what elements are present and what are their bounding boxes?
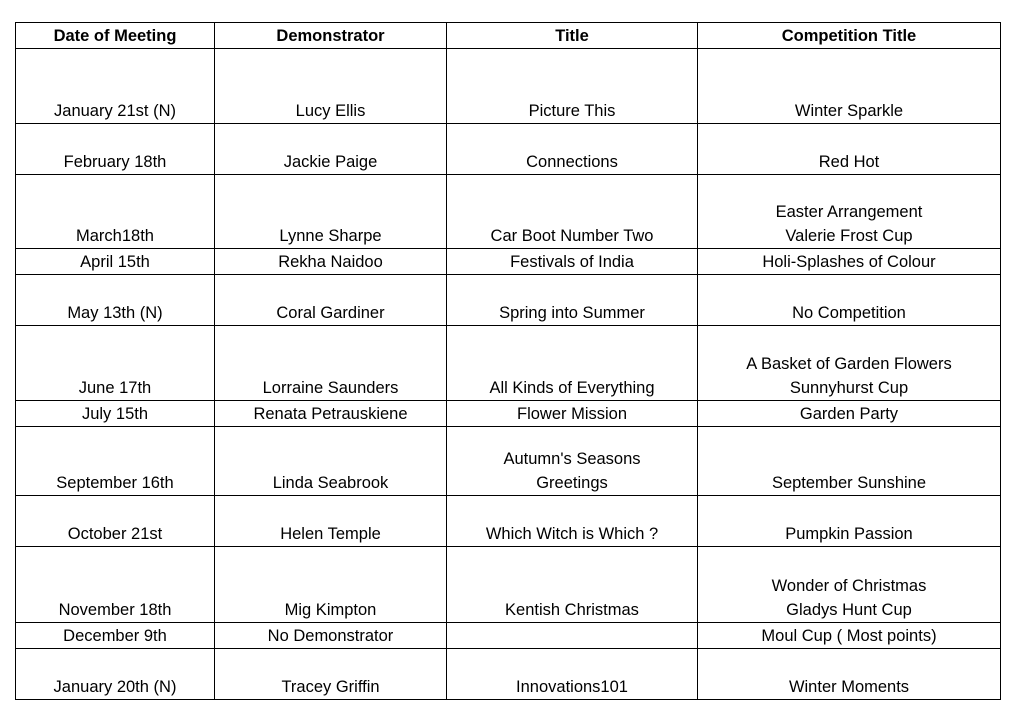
table-row	[16, 547, 1001, 623]
table-row	[16, 275, 1001, 326]
cell-demonstrator: Lynne Sharpe	[215, 175, 447, 249]
cell-demonstrator: Coral Gardiner	[215, 275, 447, 326]
cell-demonstrator: No Demonstrator	[215, 623, 447, 649]
competition-line-2: Gladys Hunt Cup	[786, 601, 912, 619]
header-demonstrator: Demonstrator	[215, 23, 447, 49]
header-competition-title: Competition Title	[698, 23, 1001, 49]
cell-competition	[698, 326, 1001, 401]
header-date: Date of Meeting	[16, 23, 215, 49]
cell-competition: Pumpkin Passion	[698, 496, 1001, 547]
cell-title	[447, 623, 698, 649]
cell-date: July 15th	[16, 401, 215, 427]
cell-title: Festivals of India	[447, 249, 698, 275]
table-row	[16, 427, 1001, 496]
cell-demonstrator: Renata Petrauskiene	[215, 401, 447, 427]
competition-line-1: Easter Arrangement	[775, 203, 923, 221]
cell-title: Innovations101	[447, 649, 698, 700]
cell-date: January 21st (N)	[16, 49, 215, 124]
competition-line-1: Wonder of Christmas	[771, 577, 927, 595]
table-row	[16, 496, 1001, 547]
meeting-schedule-table	[15, 22, 1001, 700]
cell-title: Car Boot Number Two	[447, 175, 698, 249]
cell-competition: Moul Cup ( Most points)	[698, 623, 1001, 649]
cell-competition	[698, 175, 1001, 249]
cell-date: October 21st	[16, 496, 215, 547]
cell-demonstrator: Tracey Griffin	[215, 649, 447, 700]
cell-competition: September Sunshine	[698, 427, 1001, 496]
cell-date: December 9th	[16, 623, 215, 649]
cell-competition: Garden Party	[698, 401, 1001, 427]
cell-demonstrator: Jackie Paige	[215, 124, 447, 175]
cell-competition: Winter Sparkle	[698, 49, 1001, 124]
table-row	[16, 249, 1001, 275]
competition-line-1: A Basket of Garden Flowers	[746, 355, 952, 373]
cell-title	[447, 427, 698, 496]
cell-date: November 18th	[16, 547, 215, 623]
cell-competition	[698, 547, 1001, 623]
cell-title: Spring into Summer	[447, 275, 698, 326]
cell-date: September 16th	[16, 427, 215, 496]
cell-date: June 17th	[16, 326, 215, 401]
cell-title: Flower Mission	[447, 401, 698, 427]
cell-date: April 15th	[16, 249, 215, 275]
header-title: Title	[447, 23, 698, 49]
cell-title: Connections	[447, 124, 698, 175]
table-row	[16, 401, 1001, 427]
cell-competition: No Competition	[698, 275, 1001, 326]
competition-line-2: Valerie Frost Cup	[785, 227, 913, 245]
cell-title: Which Witch is Which ?	[447, 496, 698, 547]
cell-competition: Holi-Splashes of Colour	[698, 249, 1001, 275]
cell-demonstrator: Lucy Ellis	[215, 49, 447, 124]
table-row	[16, 124, 1001, 175]
table-row	[16, 649, 1001, 700]
cell-title: All Kinds of Everything	[447, 326, 698, 401]
cell-competition: Winter Moments	[698, 649, 1001, 700]
header-row	[16, 23, 1001, 49]
cell-demonstrator: Linda Seabrook	[215, 427, 447, 496]
table-row	[16, 49, 1001, 124]
table-row	[16, 175, 1001, 249]
cell-demonstrator: Rekha Naidoo	[215, 249, 447, 275]
cell-date: January 20th (N)	[16, 649, 215, 700]
cell-title: Kentish Christmas	[447, 547, 698, 623]
title-line-2: Greetings	[536, 474, 608, 492]
cell-demonstrator: Lorraine Saunders	[215, 326, 447, 401]
cell-demonstrator: Mig Kimpton	[215, 547, 447, 623]
cell-date: May 13th (N)	[16, 275, 215, 326]
cell-demonstrator: Helen Temple	[215, 496, 447, 547]
cell-date: March18th	[16, 175, 215, 249]
table-row	[16, 623, 1001, 649]
cell-date: February 18th	[16, 124, 215, 175]
cell-title: Picture This	[447, 49, 698, 124]
title-line-1: Autumn's Seasons	[503, 450, 641, 468]
cell-competition: Red Hot	[698, 124, 1001, 175]
table-row	[16, 326, 1001, 401]
competition-line-2: Sunnyhurst Cup	[789, 379, 909, 397]
